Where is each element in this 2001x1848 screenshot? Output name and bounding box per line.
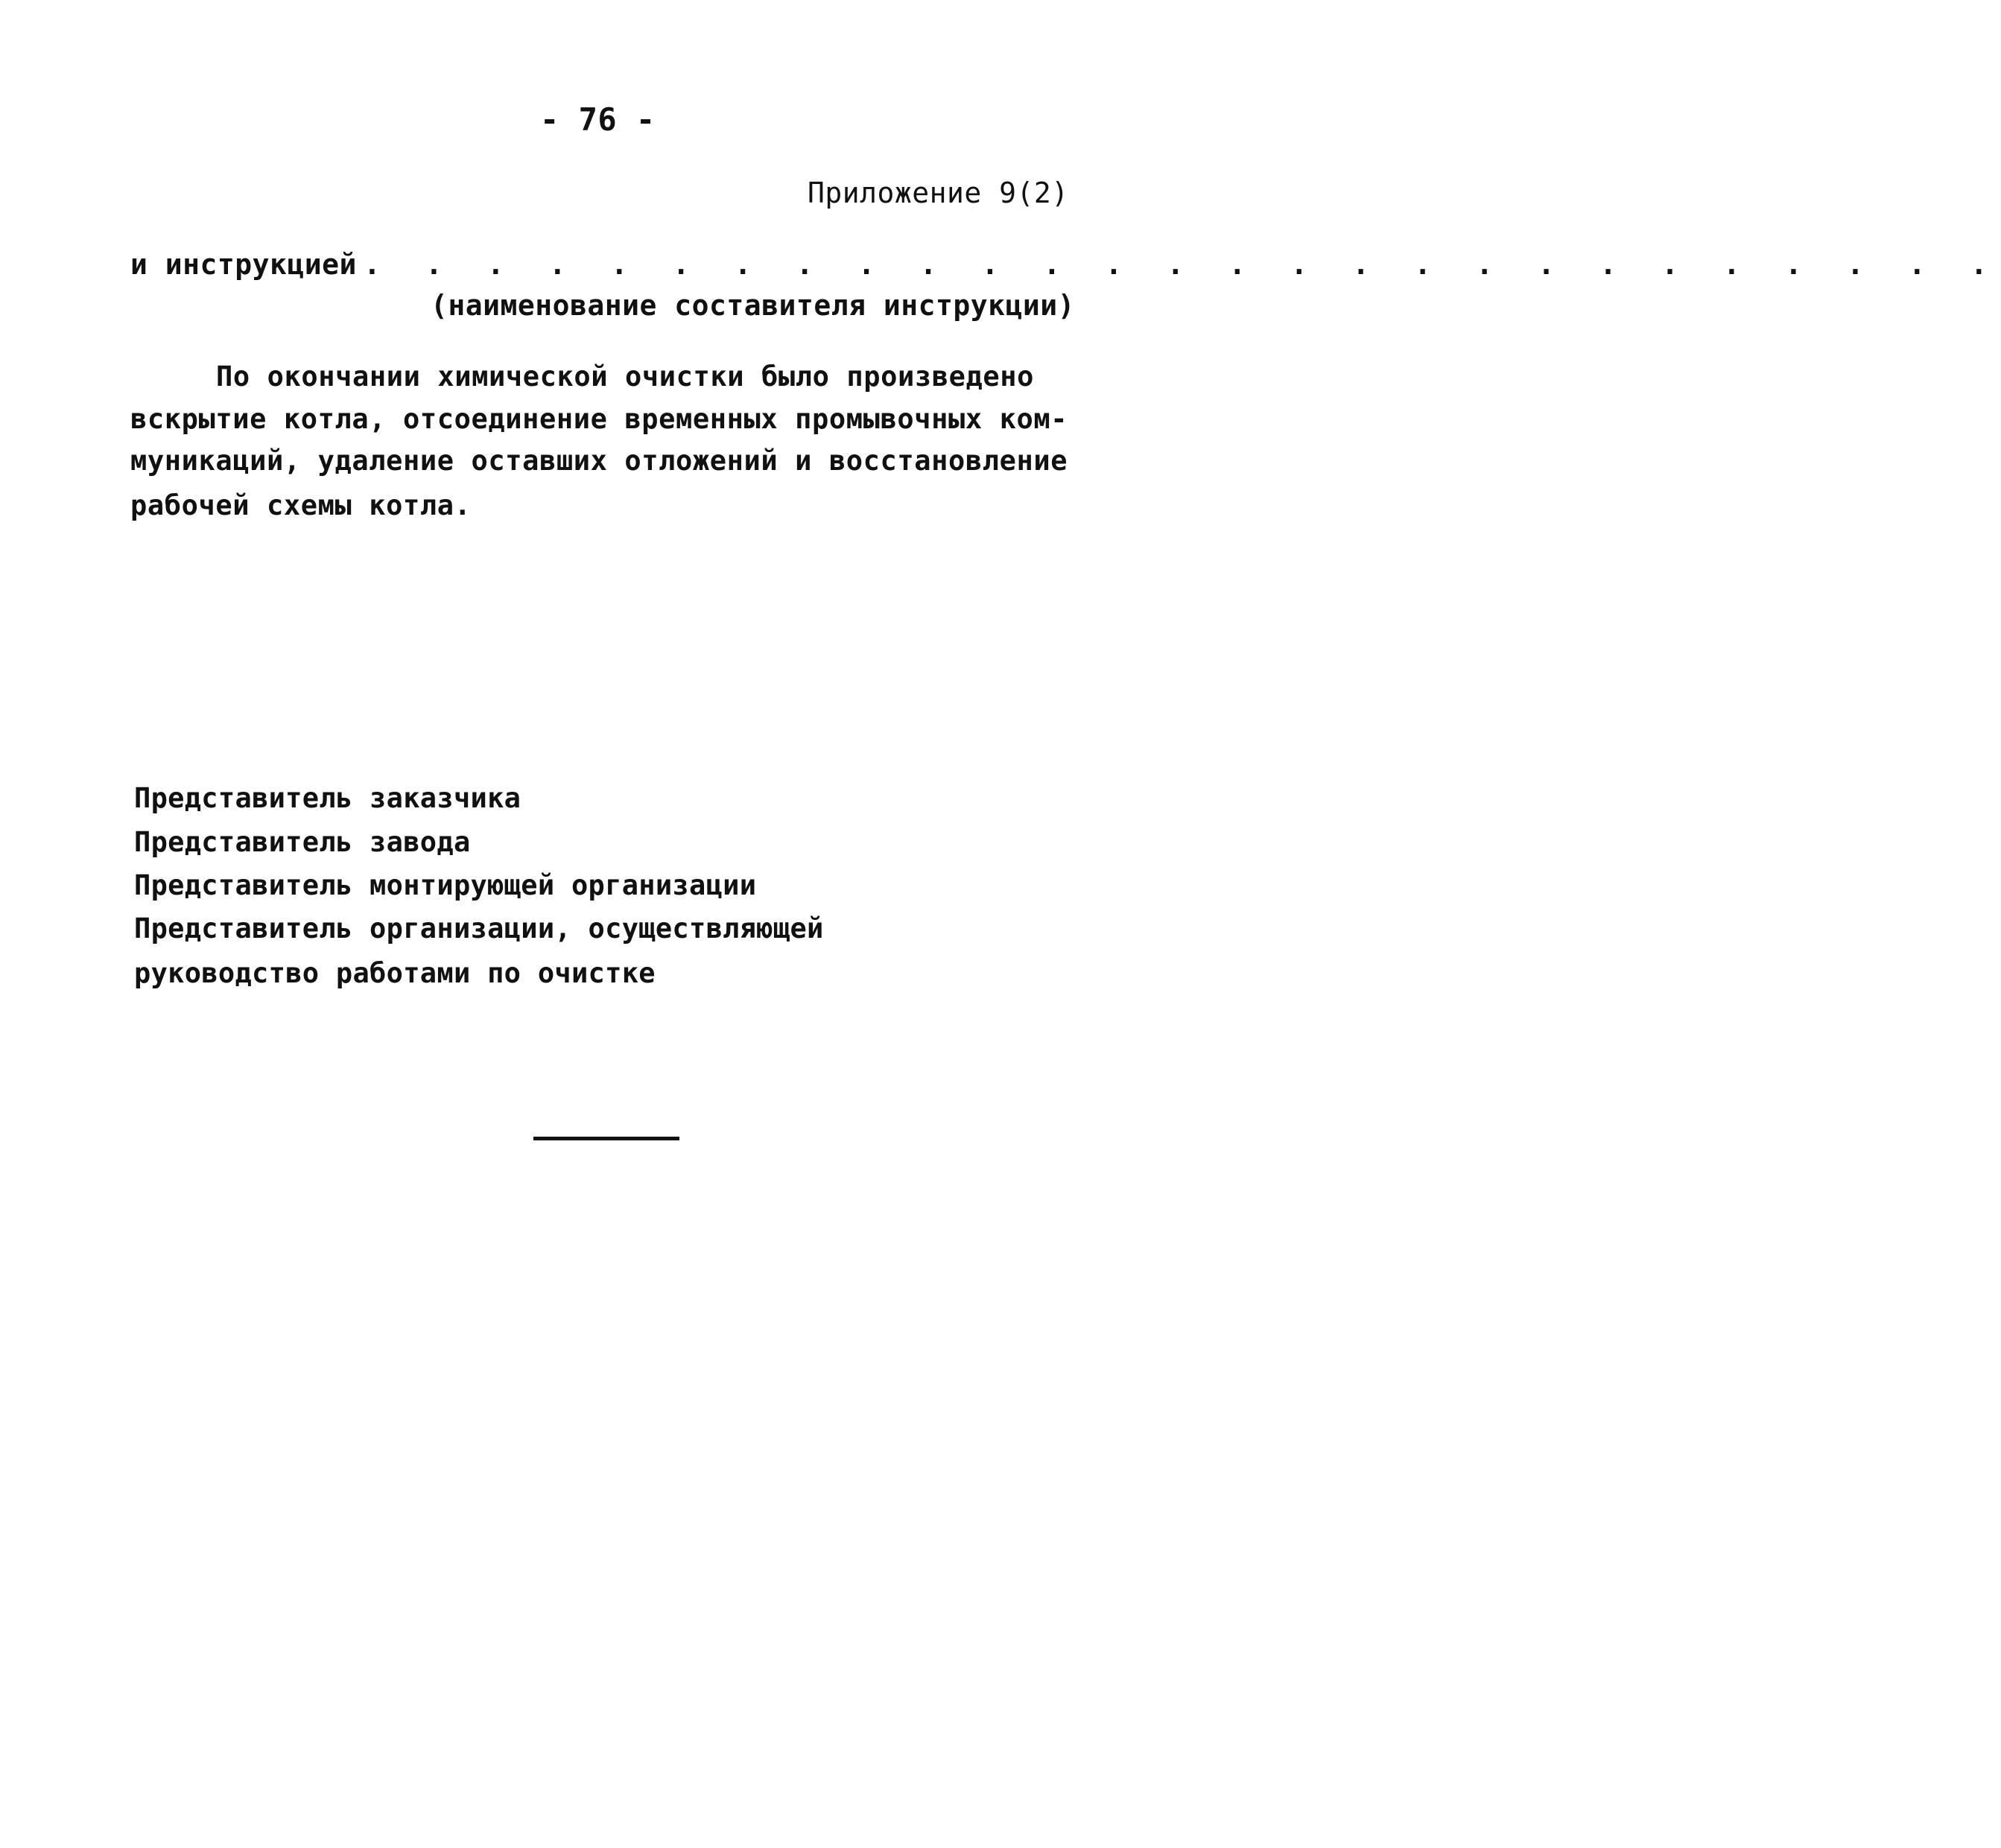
- instruction-fill-dots: . . . . . . . . . . . . . . . . . . . . . . . . . . .: [364, 248, 2001, 281]
- paragraph-line-3: муникаций, удаление оставших отложений и восстановление: [130, 445, 1068, 477]
- end-divider: [533, 1137, 679, 1140]
- paragraph-line-4: рабочей схемы котла.: [130, 489, 472, 521]
- signature-supervisor-continuation: руководство работами по очистке: [134, 957, 656, 989]
- signature-plant-representative: Представитель завода: [134, 826, 471, 858]
- signature-installer-representative: Представитель монтирующей организации: [134, 869, 757, 901]
- page-number: - 76 -: [540, 101, 656, 138]
- signature-supervisor-representative: Представитель организации, осуществляющей: [134, 912, 824, 944]
- paragraph-line-1: По окончании химической очистки было произведено: [216, 361, 1035, 393]
- signature-customer-representative: Представитель заказчика: [134, 782, 521, 814]
- appendix-label: Приложение 9(2): [808, 177, 1069, 209]
- paragraph-line-2: вскрытие котла, отсоединение временных промывочных ком-: [130, 403, 1068, 435]
- instruction-label: и инструкцией: [130, 248, 357, 281]
- instruction-caption: (наименование составителя инструкции): [431, 289, 1075, 322]
